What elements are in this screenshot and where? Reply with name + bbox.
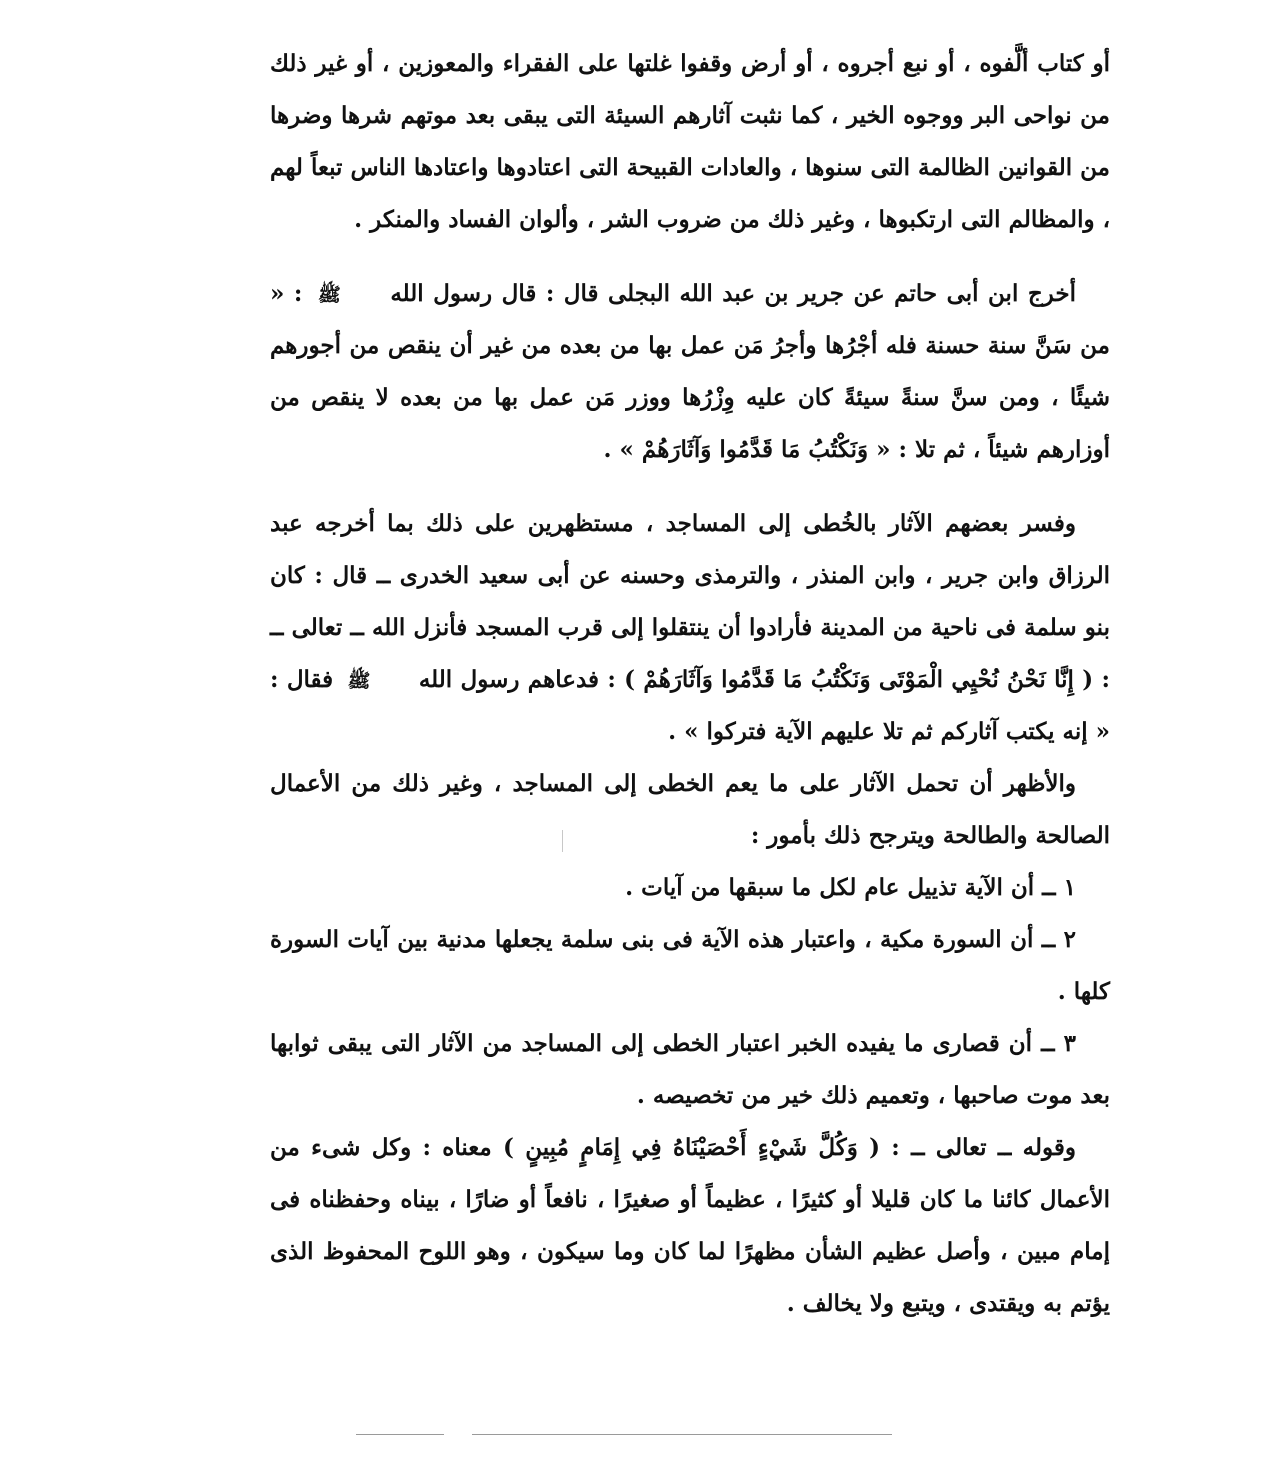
list-item-2: ٢ ــ أن السورة مكية ، واعتبار هذه الآية فى بنى سلمة يجعلها مدنية بين آيات السورة كلها . (270, 926, 1110, 1005)
paragraph-preferred-view: والأظهر أن تحمل الآثار على ما يعم الخطى إلى المساجد ، وغير ذلك من الأعمال الصالحة والطالحة ويترجح ذلك بأمور : (270, 770, 1110, 849)
hadith-body-text: : « من سَنَّ سنة حسنة فله أجْرُها وأجرُ مَن عمل بها من بعده من غير أن ينقص من أجورهم شيئًا ، ومن سنَّ سنةً سيئةً كان عليه وِزْرُها ووزر مَن عمل بها من بعده لا ينقص من أوزارهم شيئاً ، ثم تلا : « وَنَكْتُبُ مَا قَدَّمُوا وَآثَارَهُمْ » . (270, 280, 1110, 463)
paragraph-interpretation (270, 498, 1110, 758)
paragraph-verse-commentary: وقوله ــ تعالى ــ : ( وَكُلَّ شَيْءٍ أَحْصَيْنَاهُ فِي إِمَامٍ مُبِينٍ ) معناه : وكل شىء من الأعمال كائنا ما كان قليلا أو كثيرًا ، عظيماً أو صغيرًا ، نافعاً أو ضارًا ، بيناه وحفظناه فى إمام مبين ، وأصل عظيم الشأن مظهرًا لما كان وما سيكون ، وهو اللوح المحفوظ الذى يؤتم به ويقتدى ، ويتبع ولا يخالف . (270, 1134, 1110, 1317)
scan-artifact (562, 830, 563, 852)
list-item-3: ٣ ــ أن قصارى ما يفيده الخبر اعتبار الخطى إلى المساجد من الآثار التى يبقى ثوابها بعد موت صاحبها ، وتعميم ذلك خير من تخصيصه . (270, 1030, 1110, 1109)
honorific-symbol: ﷺ (347, 669, 371, 692)
paragraph-hadith (270, 268, 1110, 476)
honorific-symbol: ﷺ (317, 283, 341, 306)
hadith-intro-text: أخرج ابن أبى حاتم عن جرير بن عبد الله البجلى قال : قال رسول الله (390, 280, 1076, 307)
interpretation-text: وفسر بعضهم الآثار بالخُطى إلى المساجد ، مستظهرين على ذلك بما أخرجه عبد الرزاق وابن جرير ، وابن المنذر ، والترمذى وحسنه عن أبى سعيد الخدرى ــ قال : كان بنو سلمة فى ناحية من المدينة فأرادوا أن ينتقلوا إلى قرب المسجد فأنزل الله ــ تعالى ــ : ( إِنَّا نَحْنُ نُحْيِي الْمَوْتَى وَنَكْتُبُ مَا قَدَّمُوا وَآثَارَهُمْ ) : فدعاهم رسول الله (270, 510, 1110, 693)
paragraph-continuation: أو كتاب ألَّفوه ، أو نبع أجروه ، أو أرض وقفوا غلتها على الفقراء والمعوزين ، أو غير ذلك من نواحى البر ووجوه الخير ، كما نثبت آثارهم السيئة التى يبقى بعد موتهم شرها وضرها من القوانين الظالمة التى سنوها ، والعادات القبيحة التى اعتادوها واعتادها الناس تبعاً لهم ، والمظالم التى ارتكبوها ، وغير ذلك من ضروب الشر ، وألوان الفساد والمنكر . (270, 50, 1110, 233)
footer-rule-left (356, 1434, 444, 1435)
list-item-1: ١ ــ أن الآية تذييل عام لكل ما سبقها من آيات . (625, 874, 1076, 901)
footer-rule-right (472, 1434, 892, 1435)
interpretation-ending: فقال : « إنه يكتب آثاركم ثم تلا عليهم الآية فتركوا » . (270, 666, 1110, 745)
page-body (270, 38, 1110, 1330)
